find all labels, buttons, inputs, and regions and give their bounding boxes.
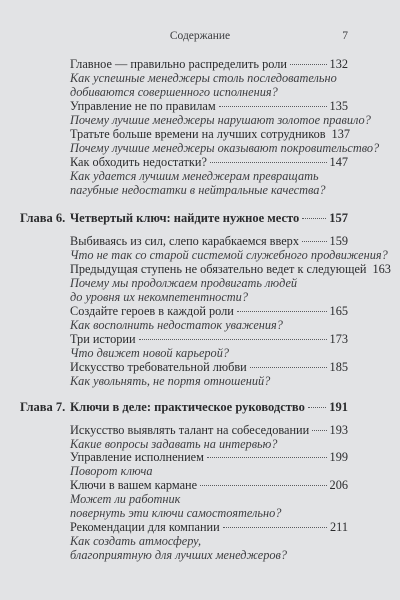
entry-subtitle: Как восполнить недостаток уважения?: [70, 318, 283, 332]
chapter-title: Четвертый ключ: найдите нужное место: [70, 211, 300, 225]
entry-subtitle: Какие вопросы задавать на интервью?: [70, 437, 278, 451]
entry-title: Выбиваясь из сил, слепо карабкаемся вверх: [70, 234, 299, 248]
toc-entry: [70, 262, 391, 304]
entry-page: 206: [329, 478, 348, 492]
entry-page: 159: [329, 234, 348, 248]
entry-subtitle: Почему лучшие менеджеры оказывают покровительство?: [70, 141, 380, 155]
entry-subtitle: Как удается лучшим менеджерам превращать: [70, 169, 319, 183]
toc-entry: [70, 234, 388, 262]
entry-title: Ключи в вашем кармане: [70, 478, 198, 492]
entry-page: 163: [372, 262, 391, 276]
entry-title: Искусство выявлять талант на собеседовании: [70, 423, 310, 437]
chapter-heading: [20, 211, 348, 225]
entry-title: Три истории: [70, 332, 136, 346]
entry-page: 132: [329, 57, 348, 71]
chapter-label: Глава 7.: [20, 400, 66, 414]
entry-subtitle: Почему лучшие менеджеры нарушают золотое правило?: [70, 113, 371, 127]
entry-subtitle: Поворот ключа: [70, 464, 153, 478]
entry-page: 185: [329, 360, 348, 374]
entry-title: Главное — правильно распределить роли: [70, 57, 287, 71]
entry-title: Управление исполнением: [70, 450, 204, 464]
entry-title: Предыдущая ступень не обязательно ведет к следующей: [70, 262, 367, 276]
toc-entry: [70, 155, 348, 197]
entry-page: 211: [330, 520, 348, 534]
entry-page: 165: [329, 304, 348, 318]
entry-page: 137: [331, 127, 350, 141]
toc-entry: [70, 304, 348, 332]
entry-title: Тратьте больше времени на лучших сотрудников: [70, 127, 326, 141]
entry-page: 193: [329, 423, 348, 437]
chapter-title: Ключи в деле: практическое руководство: [70, 400, 305, 414]
chapter-heading: [20, 400, 348, 414]
entry-subtitle: Как успешные менеджеры столь последовательно: [70, 71, 337, 85]
entry-subtitle: Что не так со старой системой служебного продвижения?: [70, 248, 388, 262]
entry-subtitle: Что движет новой карьерой?: [70, 346, 229, 360]
running-header: [0, 30, 400, 46]
entry-subtitle: Как создать атмосферу,: [70, 534, 202, 548]
entry-subtitle: благоприятную для лучших менеджеров?: [70, 548, 287, 562]
toc-entry: [70, 450, 348, 478]
toc-entry: [70, 99, 371, 127]
toc-entry: [70, 57, 348, 99]
entry-subtitle: Может ли работник: [70, 492, 181, 506]
entry-subtitle: Почему мы продолжаем продвигать людей: [70, 276, 298, 290]
entry-subtitle: до уровня их некомпетентности?: [70, 290, 248, 304]
chapter-page: 191: [329, 400, 348, 414]
entry-page: 135: [329, 99, 348, 113]
page-number: 7: [342, 30, 348, 42]
toc-entry: [70, 423, 348, 451]
entry-subtitle: добиваются совершенного исполнения?: [70, 85, 278, 99]
entry-title: Как обходить недостатки?: [70, 155, 207, 169]
chapter-page: 157: [329, 211, 348, 225]
entry-title: Искусство требовательной любви: [70, 360, 247, 374]
toc-entry: [70, 478, 348, 520]
toc-entry: [70, 127, 380, 155]
entry-title: Создайте героев в каждой роли: [70, 304, 234, 318]
entry-title: Рекомендации для компании: [70, 520, 220, 534]
entry-title: Управление не по правилам: [70, 99, 216, 113]
entry-subtitle: повернуть эти ключи самостоятельно?: [70, 506, 282, 520]
toc-entry: [70, 360, 348, 388]
running-title: Содержание: [169, 30, 231, 42]
toc-entry: [70, 332, 348, 360]
entry-page: 173: [329, 332, 348, 346]
entry-page: 199: [329, 450, 348, 464]
chapter-label: Глава 6.: [20, 211, 66, 225]
entry-subtitle: Как увольнять, не портя отношений?: [70, 374, 271, 388]
entry-subtitle: пагубные недостатки в нейтральные качества?: [70, 183, 326, 197]
entry-page: 147: [329, 155, 348, 169]
toc-entry: [70, 520, 348, 562]
